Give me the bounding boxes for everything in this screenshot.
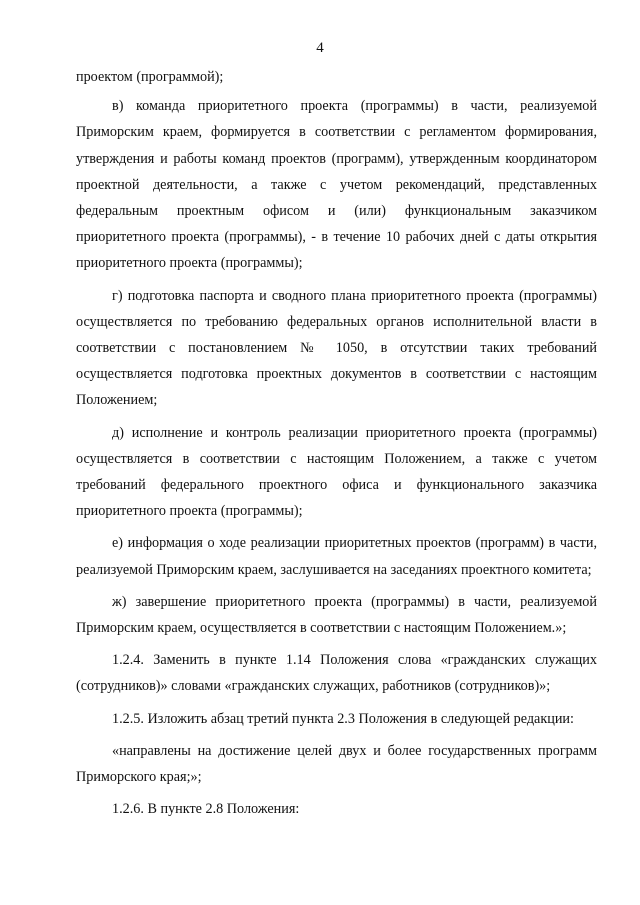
paragraph-item-d: д) исполнение и контроль реализации приоритетного проекта (программы) осуществляется в соответствии с настоящим Положением, а также с учетом требований федерального проектного офиса и функционального заказчика приоритетного проекта (программы); <box>76 424 597 520</box>
paragraph-1-2-6: 1.2.6. В пункте 2.8 Положения: <box>112 801 300 818</box>
paragraph-item-e: е) информация о ходе реализации приоритетных проектов (программ) в части, реализуемой Приморским краем, заслушивается на заседаниях проектного комитета; <box>76 535 597 578</box>
page-number: 4 <box>316 40 324 56</box>
paragraph-item-v: в) команда приоритетного проекта (программы) в части, реализуемой Приморским краем, формируется в соответствии с регламентом формирования, утверждения и работы команд проектов (программ), утвержденным координатором проектной деятельности, а также с учетом рекомендаций, представленных федеральным проектным офисом и (или) функциональным заказчиком приоритетного проекта (программы), - в течение 10 рабочих дней с даты открытия приоритетного проекта (программы); <box>76 98 597 272</box>
paragraph-item-g: г) подготовка паспорта и сводного плана приоритетного проекта (программы) осуществляется по требованию федеральных органов исполнительной власти в соответствии с постановлением № 1050, в отсутствии таких требований осуществляется подготовка проектных документов в соответствии с настоящим Положением; <box>76 287 597 409</box>
paragraph-1-2-4: 1.2.4. Заменить в пункте 1.14 Положения слова «гражданских служащих (сотрудников)» словами «гражданских служащих, работников (сотрудников)»; <box>76 652 597 695</box>
paragraph-quote: «направлены на достижение целей двух и более государственных программ Приморского края;»; <box>76 742 597 786</box>
paragraph-continuation: проектом (программой); <box>76 69 224 85</box>
document-body <box>76 64 597 822</box>
paragraph-item-zh: ж) завершение приоритетного проекта (программы) в части, реализуемой Приморским краем, осуществляется в соответствии с настоящим Положением.»; <box>76 593 597 637</box>
paragraph-1-2-5: 1.2.5. Изложить абзац третий пункта 2.3 Положения в следующей редакции: <box>112 710 574 727</box>
